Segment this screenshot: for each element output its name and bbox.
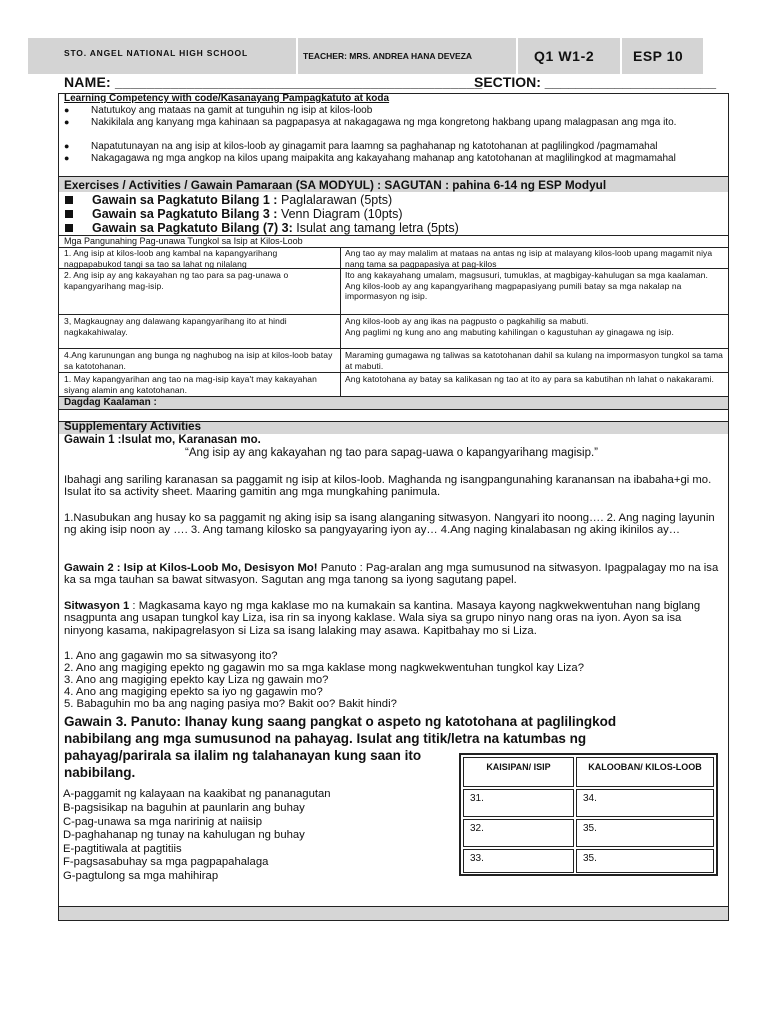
bullet-icon: ● [64,141,70,151]
section-label: SECTION: ______________________ [474,74,717,90]
option-item: E-pagtitiwala at pagtitiis [63,843,182,855]
divider [58,268,729,269]
table-cell: Ang tao ay may malalim at mataas na antas ng isip at malayang kilos-loob upang magamit niya nang tama sa pagpapasiya at pag-kilos [345,248,713,269]
question: 1. Ano ang gagawin mo sa sitwasyong ito? [64,650,278,662]
question: 5. Babaguhin mo ba ang naging pasiya mo? Bakit oo? Bakit hindi? [64,698,397,710]
gawain3-line: nabibilang. [64,765,136,780]
square-bullet-icon [65,224,73,232]
competency-item: Nakagagawa ng mga angkop na kilos upang maipakita ang kakayahang mahanap ang katotohanan at maglilingkod at magmamahal [91,153,676,164]
gawain1-instructions: Ibahagi ang sariling karanasan sa paggamit ng isip at kilos-loob. Maghanda ng isangpangunahing karanansan na ibabaha+gi mo. Isulat ito sa activity sheet. Maaring gamitin ang mga mungkahing panimula. [64,474,712,499]
competency-title: Learning Competency with code/Kasanayang Pampagkatuto at koda [64,93,390,104]
exercise-item: Gawain sa Pagkatuto Bilang 3 : Venn Diagram (10pts) [92,207,403,221]
answer-cell[interactable]: 33. [463,849,574,873]
footer-bg [59,907,728,920]
competency-item: Natutukoy ang mataas na gamit at tunguhin ng isip at kilos-loob [91,105,373,116]
divider [58,314,729,315]
table-cell: 1. May kapangyarihan ang tao na mag-isip kaya't may kakayahan siyang alamin ang katotohanan. [64,374,317,395]
question: 4. Ano ang magiging epekto sa iyo ng gagawin mo? [64,686,323,698]
gawain2-block: Gawain 2 : Isip at Kilos-Loob Mo, Desisyon Mo! Panuto : Pag-aralan ang mga sumusunod na sitwasyon. Ipagpalagay mo na isa ka sa mga tauhan sa bawat sitwasyon. Sagutan ang mga tanong sa iyong sagutang papel. [64,562,719,587]
table-cell: 1. Ang isip at kilos-loob ang kambal na kapangyarihang nagpapabukod tangi sa tao sa lahat ng nilalang [64,248,278,269]
option-item: G-pagtulong sa mga mahihirap [63,870,219,882]
option-item: F-pagsasabuhay sa mga pagpapahalaga [63,856,269,868]
question: 3. Ano ang magiging epekto kay Liza ng gawain mo? [64,674,329,686]
bullet-icon: ● [64,117,70,127]
subject-code: ESP 10 [633,48,684,64]
dagdag-bg [59,397,728,409]
divider [58,348,729,349]
bullet-icon: ● [64,105,70,115]
option-item: C-pag-unawa sa mga naririnig at naiisip [63,816,263,828]
quarter-week: Q1 W1-2 [534,48,595,64]
table-cell: 4.Ang karunungan ang bunga ng naghubog na isip at kilos-loob batay sa katotohanan. [64,350,333,371]
gawain1-prompts: 1.Nasubukan ang husay ko sa paggamit ng aking isip sa isang alanganing sitwasyon. Nangyari ito noong…. 2. Ang naging layunin ng aking isip noon ay …. 3. Ang tamang kilosko sa pangyayaring iyon ay… 4.Ang naging kinalabasan ng aking ikinilos ay… [64,512,715,537]
option-item: A-paggamit ng kalayaan na kaakibat ng pananagutan [63,788,331,800]
divider [58,409,729,410]
exercises-title: Exercises / Activities / Gawain Pamaraan (SA MODYUL) : SAGUTAN : pahina 6-14 ng ESP Modyul [64,178,607,192]
square-bullet-icon [65,210,73,218]
subject-box [622,38,703,74]
question: 2. Ano ang magiging epekto ng gagawin mo sa mga kaklase mong nagkwekwentuhan tungkol kay Liza? [64,662,584,674]
school-box [28,38,296,74]
gawain1-title: Gawain 1 :Isulat mo, Karanasan mo. [64,434,261,446]
name-label: NAME: ______________________________________________ [64,74,483,90]
understanding-title: Mga Pangunahing Pag-unawa Tungkol sa Isip at Kilos-Loob [64,236,303,246]
exercise-item: Gawain sa Pagkatuto Bilang 1 : Paglalarawan (5pts) [92,193,393,207]
divider [58,372,729,373]
quarter-box [518,38,620,74]
table-divider [340,247,341,396]
option-item: D-paghahanap ng tunay na kahulugan ng buhay [63,829,305,841]
answer-cell[interactable]: 35. [576,849,714,873]
table-cell: Ito ang kakayahang umalam, magsusuri, tumuklas, at magbigay-kahulugan sa mga kaalaman. Ang kilos-loob ay ang kapangyarihang magpapasiyang pumili batay sa mga nakalap na impormasyon ng isip. [345,270,708,301]
bullet-icon: ● [64,153,70,163]
table-cell: Ang kilos-loob ay ang ikas na pagpusto o pagkahilig sa mabuti. Ang paglimi ng kung ano ang mabuting kahilingan o kagustuhan ay ginagawa ng isip. [345,316,674,337]
answer-cell[interactable]: 31. [463,789,574,817]
table-cell: Ang katotohana ay batay sa kalikasan ng tao at ito ay para sa kabutihan nh lahat o nakakarami. [345,374,714,384]
gawain3-line: pahayag/parirala sa ilalim ng talahanayan kung saan ito [64,748,422,763]
answer-cell[interactable]: 32. [463,819,574,847]
answer-cell[interactable]: 34. [576,789,714,817]
answer-header: KAISIPAN/ ISIP [463,757,574,787]
table-cell: 2. Ang isip ay ang kakayahan ng tao para sa pag-unawa o kapangyarihang mag-isip. [64,270,289,291]
competency-item: Nakikilala ang kanyang mga kahinaan sa pagpapasya at nakagagawa ng mga kongretong hakbang upang malagpasan ang mga ito. [91,117,677,128]
exercise-item: Gawain sa Pagkatuto Bilang (7) 3: Isulat ang tamang letra (5pts) [92,221,459,235]
teacher-box [298,38,516,74]
competency-item: Napatutunayan na ang isip at kilos-loob ay ginagamit para laamng sa paghahanap ng katotohanan at paglilingkod /pagmamahal [91,141,658,152]
gawain1-quote: “Ang isip ay ang kakayahan ng tao para sapag-uawa o kapangyarihang magisip.” [185,447,598,459]
supplementary-title: Supplementary Activities [64,421,201,433]
answer-header: KALOOBAN/ KILOS-LOOB [576,757,714,787]
sitwasyon-block: Sitwasyon 1 : Magkasama kayo ng mga kaklase mo na kumakain sa kantina. Masaya kayong nagkwekwentuhan nang biglang nsagpunta ang usapan tungkol kay Liza, isa rin sa inyong kaklase. Wala siya sa grupo ninyo nang oras na iyon. Ayon sa isa ninyong kasama, nakipagrelasyon si Liza sa isang lalaking may asawa. Kapitbahay mo si Liza. [64,600,701,637]
gawain3-line: Gawain 3. Panuto: Ihanay kung saang pangkat o aspeto ng katotohana at paglilingkod [64,714,617,729]
table-cell: 3, Magkaugnay ang dalawang kapangyarihang ito at hindi nagkakahiwalay. [64,316,287,337]
school-name: STO. ANGEL NATIONAL HIGH SCHOOL [64,48,248,58]
option-item: B-pagsisikap na baguhin at paunlarin ang buhay [63,802,305,814]
answer-cell[interactable]: 35. [576,819,714,847]
square-bullet-icon [65,196,73,204]
teacher-name: TEACHER: MRS. ANDREA HANA DEVEZA [303,51,473,61]
gawain3-line: nabibilang ang mga sumusunod na pahayag. Isulat ang titik/letra na katumbas ng [64,731,587,746]
table-cell: Maraming gumagawa ng taliwas sa katotohanan dahil sa kulang na impormasyon tungkol sa tama at mabuti. [345,350,724,371]
dagdag-label: Dagdag Kaalaman : [64,397,157,408]
